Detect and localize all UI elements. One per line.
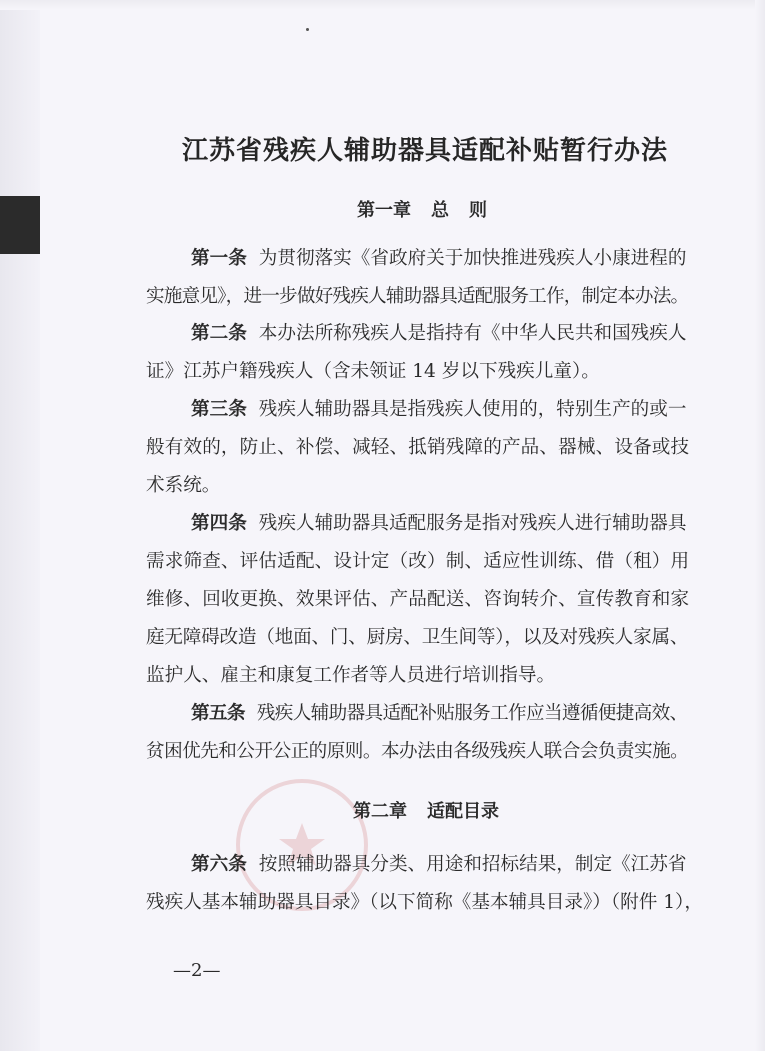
- article-first-line: [191, 702, 688, 726]
- article-text: 术系统。: [146, 475, 221, 496]
- chapter-1-name-2: 则: [469, 200, 487, 221]
- scan-speck: [306, 28, 309, 31]
- body-text-line: [146, 588, 689, 612]
- scan-top-edge: [0, 0, 765, 10]
- body-text-line: [146, 740, 688, 764]
- article-text: 维修、回收更换、效果评估、产品配送、咨询转介、宣传教育和家: [146, 589, 690, 610]
- article-first-line: [191, 322, 686, 346]
- article-text: 残疾人基本辅助器具目录》（以下简称《基本辅具目录》）（附件 1），: [146, 892, 703, 913]
- article-text: 残疾人辅助器具适配补贴服务工作应当遵循便捷高效、: [256, 703, 688, 724]
- chapter-2-heading: [353, 797, 499, 823]
- article-text: 残疾人辅助器具适配服务是指对残疾人进行辅助器具: [258, 513, 687, 534]
- body-text-line: [146, 285, 688, 309]
- article-text: 本办法所称残疾人是指持有《中华人民共和国残疾人: [258, 323, 687, 344]
- article-text: 贫困优先和公开公正的原则。本办法由各级残疾人联合会负责实施。: [146, 741, 689, 762]
- body-text-line: [146, 550, 689, 574]
- article-number: 第三条: [191, 399, 247, 420]
- article-text: 实施意见》，进一步做好残疾人辅助器具适配服务工作，制定本办法。: [146, 286, 689, 307]
- article-first-line: [191, 398, 686, 422]
- chapter-1-name: 总: [431, 200, 449, 221]
- body-text-line: [146, 626, 688, 650]
- scan-dark-corner: [0, 196, 40, 254]
- article-text: 庭无障碍改造（地面、门、厨房、卫生间等），以及对残疾人家属、: [146, 627, 689, 648]
- body-text-line: [146, 664, 555, 688]
- article-first-line: [191, 512, 686, 536]
- body-text-line: [146, 474, 220, 498]
- article-text: 般有效的，防止、补偿、减轻、抵销残障的产品、器械、设备或技: [146, 437, 690, 458]
- article-text: 为贯彻落实《省政府关于加快推进残疾人小康进程的: [258, 248, 687, 269]
- article-number: 第四条: [191, 513, 247, 534]
- article-first-line: [191, 853, 686, 877]
- chapter-1-label: 第一章: [357, 200, 411, 221]
- page-number: —2—: [173, 960, 221, 981]
- body-text-line: [146, 436, 689, 460]
- chapter-2-name: 适配目录: [427, 801, 499, 822]
- article-number: 第一条: [191, 248, 247, 269]
- article-text: 残疾人辅助器具是指残疾人使用的，特别生产的或一: [258, 399, 687, 420]
- body-text-line: [146, 360, 600, 384]
- article-text: 需求筛查、评估适配、设计定（改）制、适应性训练、借（租）用: [146, 551, 690, 572]
- document-title: 江苏省残疾人辅助器具适配补贴暂行办法: [181, 136, 668, 166]
- chapter-1-heading: [357, 196, 487, 222]
- article-text: 监护人、雇主和康复工作者等人员进行培训指导。: [146, 665, 556, 686]
- article-text: 按照辅助器具分类、用途和招标结果，制定《江苏省: [258, 854, 687, 875]
- article-first-line: [191, 247, 686, 271]
- article-number: 第六条: [191, 854, 247, 875]
- article-number: 第二条: [191, 323, 247, 344]
- body-text-line: [146, 891, 703, 915]
- article-number: 第五条: [191, 703, 245, 724]
- chapter-2-label: 第二章: [353, 801, 407, 822]
- article-text: 证》江苏户籍残疾人（含未领证 14 岁以下残疾儿童）。: [146, 361, 600, 382]
